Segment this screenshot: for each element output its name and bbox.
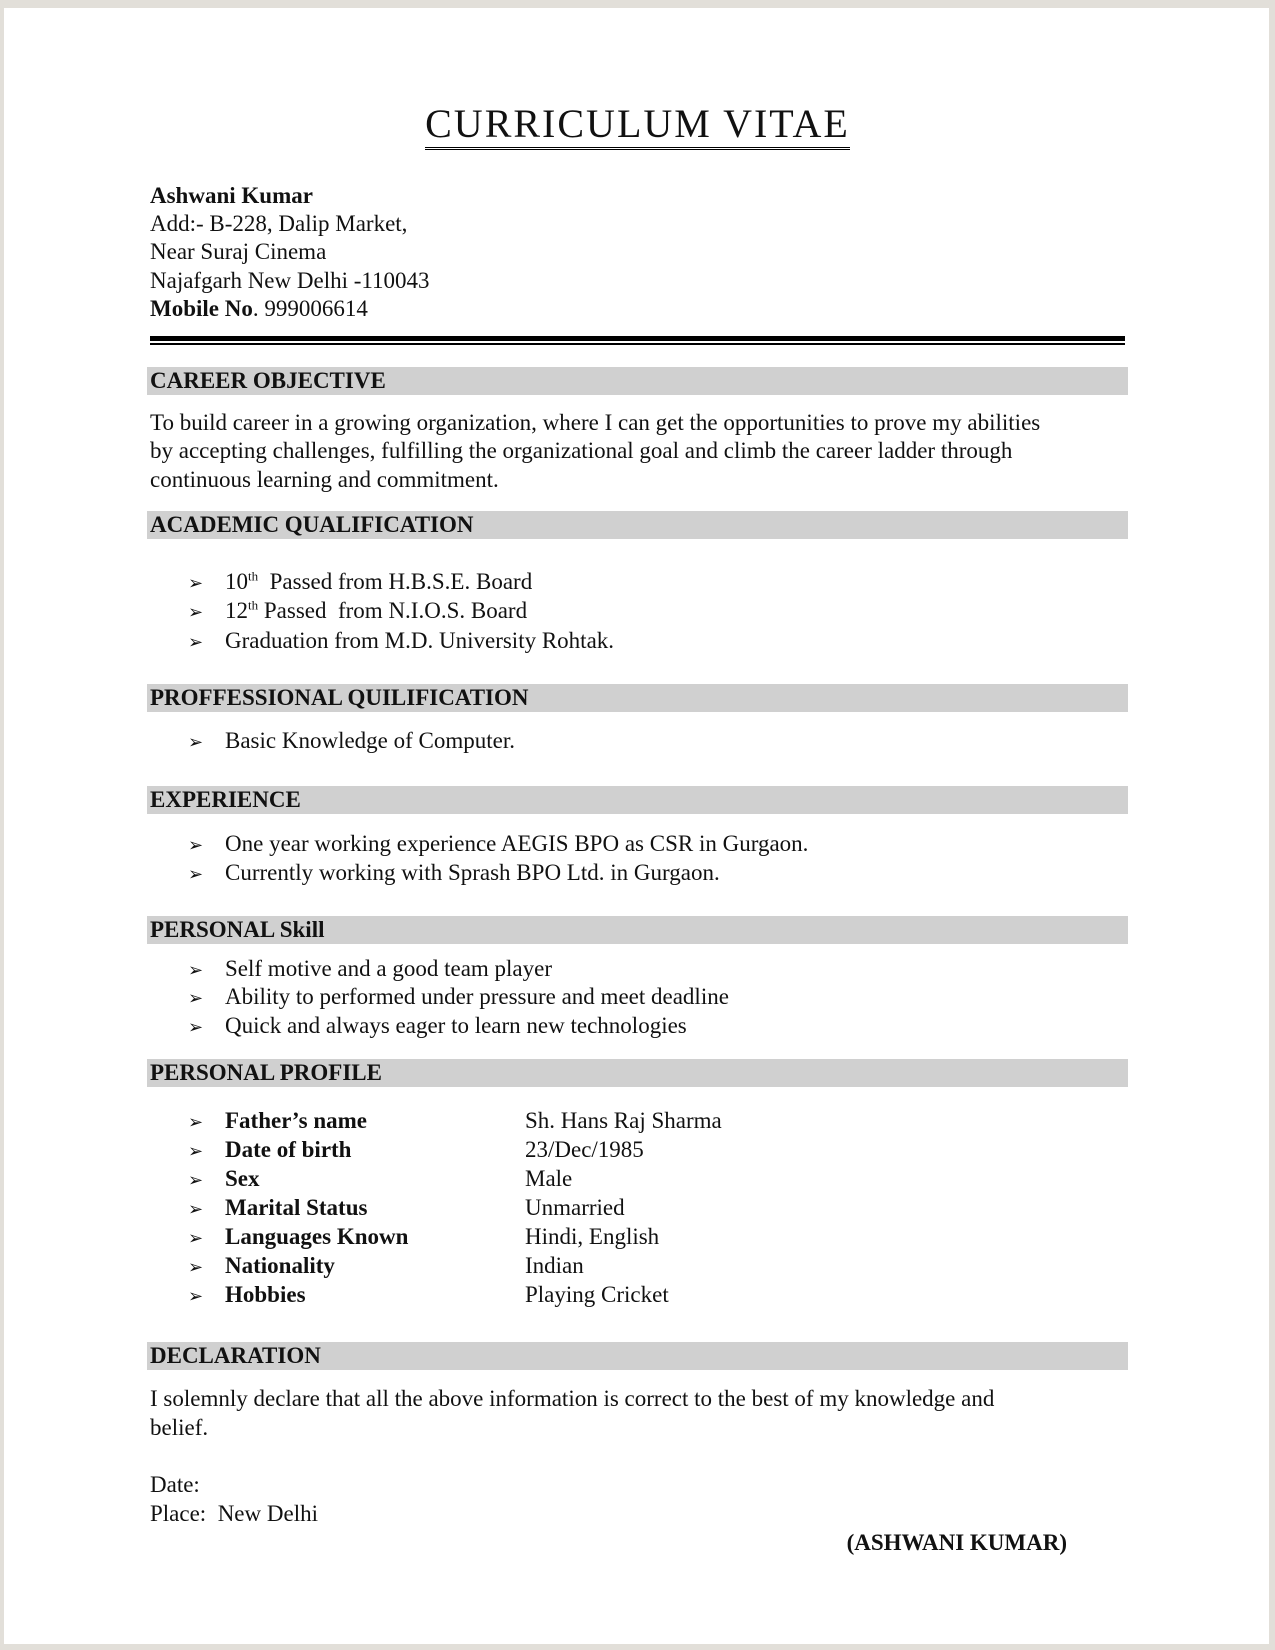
- profile-row: [188, 1136, 644, 1165]
- arrowhead-bullet-icon: ➢: [188, 1170, 204, 1190]
- section-heading-experience: EXPERIENCE: [147, 786, 1128, 814]
- profile-label: Hobbies: [225, 1282, 306, 1307]
- list-item: ➢ Currently working with Sprash BPO Ltd. in Gurgaon.: [188, 859, 720, 888]
- arrowhead-bullet-icon: ➢: [188, 835, 204, 855]
- list-item: ➢ Ability to performed under pressure and meet deadline: [188, 983, 729, 1012]
- list-item: ➢ Quick and always eager to learn new technologies: [188, 1012, 687, 1041]
- address-line: Najafgarh New Delhi -110043: [150, 268, 430, 293]
- profile-label: Father’s name: [225, 1108, 367, 1133]
- arrowhead-bullet-icon: ➢: [188, 1228, 204, 1248]
- address-line: Add:- B-228, Dalip Market,: [150, 211, 408, 236]
- profile-value: Unmarried: [525, 1195, 625, 1220]
- list-item: ➢ 12th Passed from N.I.O.S. Board: [188, 597, 527, 626]
- applicant-name: Ashwani Kumar: [150, 183, 313, 208]
- mobile-label: Mobile No: [150, 296, 253, 321]
- profile-label: Marital Status: [225, 1195, 368, 1220]
- divider: [150, 336, 1125, 341]
- arrowhead-bullet-icon: ➢: [188, 864, 204, 884]
- arrowhead-bullet-icon: ➢: [188, 1141, 204, 1161]
- list-item: ➢ Graduation from M.D. University Rohtak.: [188, 627, 614, 656]
- address-line: Near Suraj Cinema: [150, 239, 327, 264]
- profile-row: [188, 1165, 573, 1194]
- profile-value: Sh. Hans Raj Sharma: [525, 1108, 722, 1133]
- arrowhead-bullet-icon: ➢: [188, 1199, 204, 1219]
- arrowhead-bullet-icon: ➢: [188, 632, 204, 652]
- profile-value: 23/Dec/1985: [525, 1137, 644, 1162]
- divider: [150, 343, 1125, 345]
- profile-value: Playing Cricket: [525, 1282, 669, 1307]
- profile-label: Nationality: [225, 1253, 335, 1278]
- arrowhead-bullet-icon: ➢: [188, 602, 204, 622]
- list-item: ➢ One year working experience AEGIS BPO as CSR in Gurgaon.: [188, 830, 808, 859]
- profile-value: Hindi, English: [525, 1224, 660, 1249]
- objective-line: To build career in a growing organization, where I can get the opportunities to prove my abilities: [150, 410, 1041, 435]
- profile-value: Male: [525, 1166, 573, 1191]
- profile-value: Indian: [525, 1253, 584, 1278]
- list-item: ➢ Self motive and a good team player: [188, 955, 552, 984]
- list-item: ➢ 10th Passed from H.B.S.E. Board: [188, 568, 532, 597]
- arrowhead-bullet-icon: ➢: [188, 1286, 204, 1306]
- date-label: Date:: [150, 1472, 200, 1497]
- profile-row: [188, 1252, 584, 1281]
- profile-row: [188, 1223, 660, 1252]
- arrowhead-bullet-icon: ➢: [188, 1257, 204, 1277]
- arrowhead-bullet-icon: ➢: [188, 988, 204, 1008]
- section-heading-academic: ACADEMIC QUALIFICATION: [147, 511, 1128, 539]
- section-heading-declaration: DECLARATION: [147, 1342, 1128, 1370]
- mobile: [150, 295, 368, 323]
- profile-label: Sex: [225, 1166, 260, 1191]
- profile-row: [188, 1194, 625, 1223]
- place-label: Place: New Delhi: [150, 1501, 318, 1526]
- section-heading-skill: PERSONAL Skill: [147, 916, 1128, 944]
- profile-row: [188, 1107, 722, 1136]
- document-title: CURRICULUM VITAE: [0, 100, 1275, 150]
- arrowhead-bullet-icon: ➢: [188, 1112, 204, 1132]
- profile-row: [188, 1281, 669, 1310]
- arrowhead-bullet-icon: ➢: [188, 960, 204, 980]
- profile-label: Languages Known: [225, 1224, 409, 1249]
- list-item: ➢ Basic Knowledge of Computer.: [188, 727, 515, 756]
- arrowhead-bullet-icon: ➢: [188, 732, 204, 752]
- profile-label: Date of birth: [225, 1137, 352, 1162]
- arrowhead-bullet-icon: ➢: [188, 1017, 204, 1037]
- objective-line: continuous learning and commitment.: [150, 467, 499, 492]
- signature-name: (ASHWANI KUMAR): [846, 1530, 1067, 1555]
- mobile-value: . 999006614: [252, 296, 368, 321]
- section-heading-career-objective: CAREER OBJECTIVE: [147, 367, 1128, 395]
- declaration-line: I solemnly declare that all the above information is correct to the best of my knowledge and: [150, 1386, 995, 1411]
- section-heading-professional: PROFFESSIONAL QUILIFICATION: [147, 684, 1128, 712]
- arrowhead-bullet-icon: ➢: [188, 573, 204, 593]
- objective-line: by accepting challenges, fulfilling the organizational goal and climb the career ladder through: [150, 438, 1013, 463]
- section-heading-profile: PERSONAL PROFILE: [147, 1059, 1128, 1087]
- declaration-line: belief.: [150, 1415, 209, 1440]
